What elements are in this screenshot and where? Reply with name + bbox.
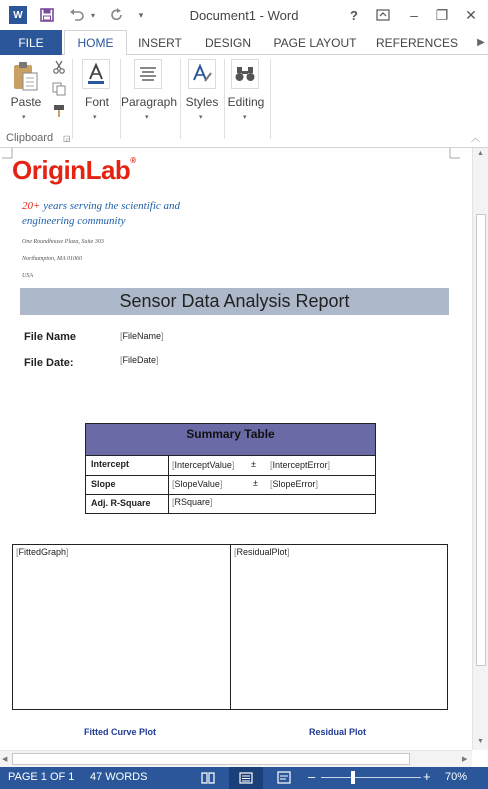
styles-group-icon[interactable] [188, 59, 216, 89]
tab-references[interactable]: REFERENCES [376, 35, 459, 50]
tagline-line1: years serving the scientific and [40, 200, 181, 212]
plus-minus-sign: ± [253, 478, 258, 488]
document-area [0, 148, 488, 767]
intercept-value-field[interactable]: [ InterceptValue ] [172, 460, 234, 470]
tab-scroll-right-icon[interactable]: ▶ [477, 37, 485, 48]
address-line: One Roundhouse Plaza, Suite 303 [22, 239, 104, 245]
cut-icon[interactable] [50, 59, 68, 75]
originlab-logo [12, 154, 136, 186]
summary-table [85, 423, 376, 514]
font-button[interactable]: Font [84, 95, 109, 109]
vertical-scrollbar[interactable] [472, 148, 488, 750]
ribbon-home [0, 55, 488, 148]
intercept-error-field[interactable]: [ InterceptError ] [270, 460, 330, 470]
graph-table [12, 544, 448, 710]
vertical-scroll-thumb[interactable] [476, 214, 486, 666]
copy-icon[interactable] [50, 81, 68, 97]
tab-design[interactable]: DESIGN [204, 35, 251, 50]
scroll-left-icon[interactable]: ◀ [2, 756, 8, 763]
address-line: USA [22, 273, 33, 279]
horizontal-scroll-thumb[interactable] [12, 753, 410, 765]
cell-divider [168, 456, 169, 476]
zoom-out-button[interactable]: – [308, 769, 316, 784]
file-name-field[interactable]: [ FileName ] [120, 331, 164, 341]
paragraph-dropdown-icon[interactable]: ▾ [145, 114, 149, 121]
ribbon-separator [72, 59, 73, 139]
logo-origin-text: Origin [12, 155, 86, 185]
tagline [22, 199, 180, 229]
residual-plot-field[interactable]: [ ResidualPlot ] [234, 547, 290, 557]
paragraph-group-icon[interactable] [134, 59, 162, 89]
tab-file[interactable]: FILE [0, 30, 62, 55]
report-title: Sensor Data Analysis Report [20, 288, 449, 315]
window-title: Document1 - Word [189, 8, 299, 23]
editing-dropdown-icon[interactable]: ▾ [243, 114, 247, 121]
tab-page-layout[interactable]: PAGE LAYOUT [273, 35, 357, 50]
cell-divider [230, 545, 231, 709]
minimize-button[interactable]: – [410, 7, 418, 23]
ribbon-separator [270, 59, 271, 139]
table-row [86, 456, 375, 476]
word-count[interactable]: 47 WORDS [90, 771, 148, 783]
tagline-line2: engineering community [22, 215, 126, 227]
address-line: Northampton, MA 01060 [22, 256, 83, 262]
ribbon-display-options-icon[interactable] [372, 5, 394, 25]
zoom-slider-thumb[interactable] [351, 771, 355, 784]
fitted-curve-caption: Fitted Curve Plot [84, 727, 157, 737]
binoculars-icon[interactable] [231, 59, 259, 89]
title-bar [0, 0, 488, 30]
clipboard-launcher-icon[interactable]: ◲ [63, 134, 71, 143]
read-mode-icon[interactable] [201, 771, 215, 787]
table-row [86, 476, 375, 495]
plus-minus-sign: ± [251, 459, 256, 469]
paste-button[interactable]: Paste [10, 95, 42, 109]
tab-insert[interactable]: INSERT [138, 35, 182, 50]
file-date-field[interactable]: [ FileDate ] [120, 355, 159, 365]
address-block [22, 234, 104, 285]
paste-dropdown-icon[interactable]: ▾ [22, 114, 26, 121]
slope-value-field[interactable]: [ SlopeValue ] [172, 479, 222, 489]
print-layout-icon[interactable] [229, 767, 263, 789]
registered-mark-icon: ® [130, 156, 136, 165]
cell-divider [168, 495, 169, 513]
web-layout-icon[interactable] [277, 771, 291, 787]
zoom-level[interactable]: 70% [445, 771, 468, 783]
fitted-graph-field[interactable]: [ FittedGraph ] [16, 547, 69, 557]
page-indicator[interactable]: PAGE 1 OF 1 [8, 771, 75, 783]
row-label: Intercept [91, 459, 130, 469]
horizontal-scrollbar[interactable] [0, 750, 472, 767]
row-label: Slope [91, 479, 116, 489]
font-group-icon[interactable] [82, 59, 110, 89]
status-bar [0, 767, 488, 789]
close-button[interactable]: ✕ [465, 6, 477, 23]
logo-lab-text: Lab [85, 155, 131, 185]
scroll-up-icon[interactable]: ▲ [477, 150, 484, 157]
ribbon-separator [180, 59, 181, 139]
scroll-down-icon[interactable]: ▼ [477, 738, 484, 745]
cell-divider [168, 476, 169, 495]
paragraph-button[interactable]: Paragraph [120, 95, 178, 109]
clipboard-group-label: Clipboard [6, 132, 54, 144]
file-name-label: File Name [24, 331, 76, 343]
crop-mark [448, 148, 460, 160]
format-painter-icon[interactable] [50, 103, 68, 119]
customize-toolbar-icon[interactable]: ▾ [138, 9, 144, 20]
rsquare-field[interactable]: [ RSquare ] [172, 497, 213, 507]
word-app-icon[interactable]: W [9, 6, 27, 24]
residual-plot-caption: Residual Plot [309, 727, 367, 737]
paste-icon[interactable] [10, 59, 40, 93]
styles-dropdown-icon[interactable]: ▾ [199, 114, 203, 121]
font-dropdown-icon[interactable]: ▾ [93, 114, 97, 121]
zoom-slider[interactable] [321, 777, 421, 778]
tagline-number: 20+ [22, 200, 41, 212]
slope-error-field[interactable]: [ SlopeError ] [270, 479, 318, 489]
help-button[interactable]: ? [350, 7, 358, 23]
tab-home[interactable]: HOME [64, 30, 127, 56]
document-page[interactable] [0, 148, 472, 750]
row-label: Adj. R-Square [91, 498, 151, 508]
styles-button[interactable]: Styles [185, 95, 219, 109]
summary-table-header: Summary Table [86, 424, 375, 456]
editing-button[interactable]: Editing [227, 95, 265, 109]
file-date-label: File Date: [24, 357, 74, 369]
restore-button[interactable]: ❐ [435, 6, 449, 23]
ribbon-tabs [0, 30, 488, 55]
scroll-right-icon[interactable]: ▶ [462, 756, 468, 763]
table-row [86, 495, 375, 513]
collapse-ribbon-icon[interactable]: ︿ [470, 133, 480, 143]
undo-dropdown-icon[interactable]: ▾ [90, 10, 95, 20]
zoom-in-button[interactable]: + [423, 769, 431, 784]
